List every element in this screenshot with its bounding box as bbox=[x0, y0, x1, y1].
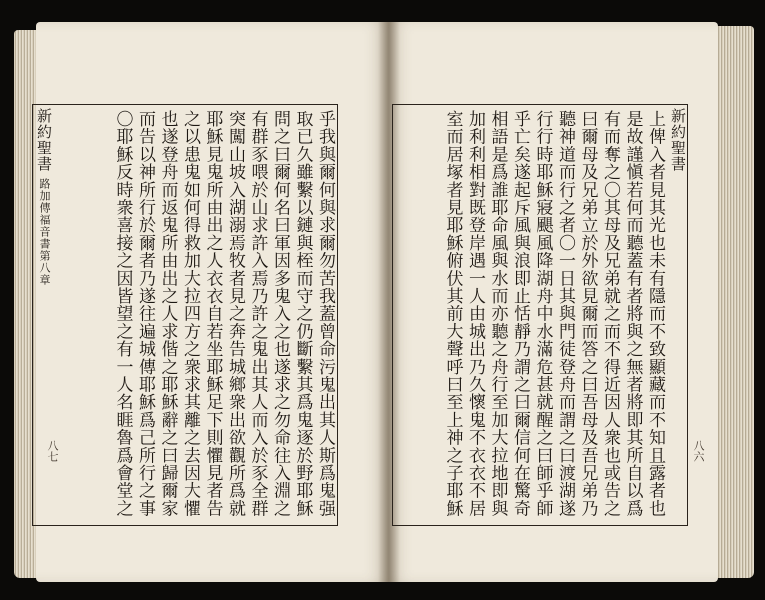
right-page-number: 八六 bbox=[692, 440, 705, 462]
text-column: 聽神道而行之者〇一日其與門徒登舟而謂之曰渡湖遂 bbox=[555, 110, 575, 518]
text-column: 乎我與爾何與求爾勿苦我蓋曾命污鬼出其人斯爲鬼强 bbox=[315, 110, 335, 518]
right-page-stack bbox=[714, 26, 754, 578]
text-column: 有群豕喂於山求許入焉乃許之鬼出其人而入於豕全群 bbox=[247, 110, 268, 518]
text-column: 取已久雖繫以鏈與桎而守之仍斷繫其爲鬼逐於野耶穌 bbox=[292, 110, 313, 518]
text-column: 加利利相對既登岸遇一人由城出乃久懷鬼不衣衣不居 bbox=[465, 110, 485, 518]
text-column: 乎亡矣遂起斥風與浪即止恬靜乃謂之曰爾信何在驚奇 bbox=[510, 110, 530, 518]
text-column: 行行時耶穌寢颶風降湖舟中水滿危甚就醒之曰師乎師 bbox=[532, 110, 553, 518]
text-column: 也遂登舟而返鬼所由出之人求偕之耶穌辭之曰歸爾家 bbox=[157, 110, 178, 518]
text-column: 相語是爲誰耶命風與水而亦聽之舟行至加大拉地即與 bbox=[487, 110, 508, 518]
right-text-columns bbox=[394, 110, 666, 520]
text-column: 上俾入者見其光也未有隱而不致顯藏而不知且露者也 bbox=[645, 110, 665, 518]
left-text-columns bbox=[54, 110, 336, 520]
left-running-header bbox=[34, 108, 55, 408]
left-header-subtitle: 路加傳福音書第八章 bbox=[38, 177, 51, 286]
left-page-number: 八七 bbox=[46, 440, 59, 462]
text-column: 曰爾母及兄弟立於外欲見爾而答之曰吾母及吾兄弟乃 bbox=[577, 110, 598, 518]
text-column: 突闖山坡入湖溺焉牧者見之奔告城鄉衆出欲觀所爲就 bbox=[225, 110, 245, 518]
right-header-title: 新約聖書 bbox=[669, 108, 687, 172]
left-header-title: 新約聖書 bbox=[35, 108, 53, 172]
text-column: 而告以神所行於爾者乃遂往遍城傳耶穌爲己所行之事 bbox=[135, 110, 155, 518]
text-column: 是故謹愼若何而聽蓋有者將與之無者將即其所自以爲 bbox=[622, 110, 643, 518]
right-running-header bbox=[668, 108, 689, 308]
text-column: 〇耶穌反時衆喜接之因皆望之有一人名睚魯爲會堂之 bbox=[112, 110, 133, 518]
text-column: 有而奪之〇其母及兄弟就之而不得近因人衆也或告之 bbox=[600, 110, 620, 518]
text-column: 室而居塚者見耶穌俯伏其前大聲呼曰至上神之子耶穌 bbox=[442, 110, 463, 518]
text-column: 耶穌見鬼所由出之人衣衣自若坐耶穌足下則懼見者告 bbox=[202, 110, 223, 518]
text-column: 之以患鬼如何得救加大拉四方之衆求其離之去因大懼 bbox=[180, 110, 200, 518]
text-column: 問之曰爾何名曰軍因多鬼入之也遂求之勿命往入淵之 bbox=[270, 110, 290, 518]
